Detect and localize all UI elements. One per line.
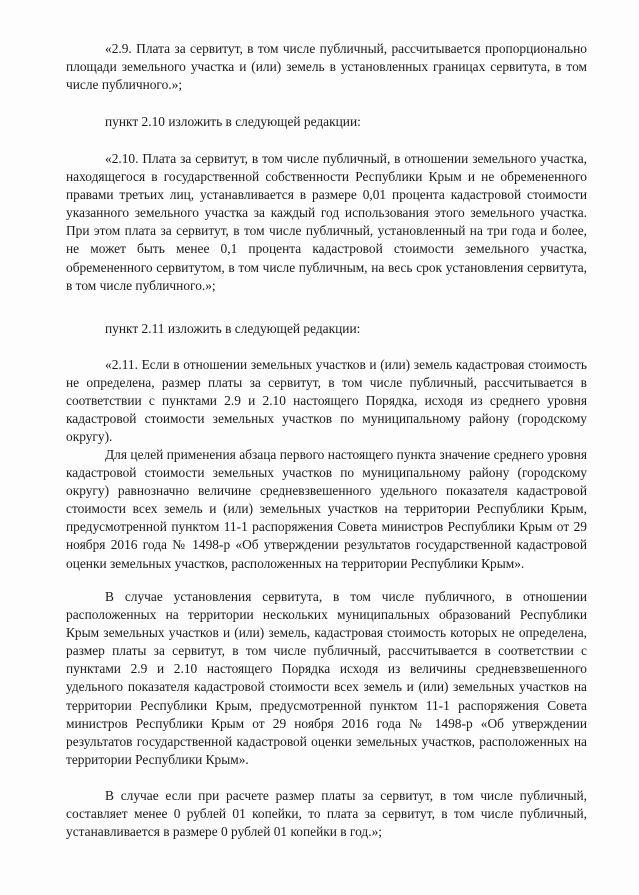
instruction-2-11: пункт 2.11 изложить в следующей редакции:: [105, 321, 361, 336]
paragraph-2-11-third: В случае установления сервитута, в том числе публичного, в отношении расположенных на территории нескольких муниципальных образований Республики Крым земельных участков и (или) земель, кадастровая стоимость которых не определена, размер платы за сервитут, в том числе публичный, рассчитывается в соответствии с пунктами 2.9 и 2.10 настоящего Порядка исходя из величины средневзвешенного удельного показателя кадастровой стоимости всех земель и (или) земельных участков на территории Республики Крым, предусмотренной пунктом 11-1 распоряжения Совета министров Республики Крым от 29 ноября 2016 года № 1498-р «Об утверждении результатов государственной кадастровой оценки земельных участков, расположенных на территории Республики Крым».: [66, 589, 587, 767]
paragraph-2-11-second: Для целей применения абзаца первого настоящего пункта значение среднего уровня кадастровой стоимости земельных участков по муниципальному району (городскому округу) равнозначно величине средневзвешенного удельного показателя кадастровой стоимости всех земель и (или) земельных участков на территории Республики Крым, предусмотренной пунктом 11-1 распоряжения Совета министров Республики Крым от 29 ноября 2016 года № 1498-р «Об утверждении результатов государственной кадастровой оценки земельных участков, расположенных на территории Республики Крым».: [66, 447, 587, 571]
instruction-2-10: пункт 2.10 изложить в следующей редакции:: [105, 114, 361, 129]
paragraph-2-9: «2.9. Плата за сервитут, в том числе публичный, рассчитывается пропорционально площади земельного участка и (или) земель в установленных границах сервитута, в том числе публичного.»;: [66, 41, 587, 93]
paragraph-2-11-fourth: В случае если при расчете размер платы за сервитут, в том числе публичный, составляет менее 0 рублей 01 копейки, то плата за сервитут, в том числе публичный, устанавливается в размере 0 рублей 01 копейки в год.»;: [66, 788, 587, 840]
paragraph-2-10: «2.10. Плата за сервитут, в том числе публичный, в отношении земельного участка, находящегося в государственной собственности Республики Крым и не обремененного правами третьих лиц, устанавливается в размере 0,01 процента кадастровой стоимости указанного земельного участка за каждый год использования этого земельного участка. При этом плата за сервитут, в том числе публичный, установленный на три года и более, не может быть менее 0,1 процента кадастровой стоимости земельного участка, обремененного сервитутом, в том числе публичным, на весь срок установления сервитута, в том числе публичного.»;: [66, 151, 587, 293]
paragraph-2-11: «2.11. Если в отношении земельных участков и (или) земель кадастровая стоимость не определена, размер платы за сервитут, в том числе публичный, рассчитывается в соответствии с пунктами 2.9 и 2.10 настоящего Порядка, исходя из среднего уровня кадастровой стоимости земельных участков по муниципальному району (городскому округу).: [66, 357, 587, 445]
